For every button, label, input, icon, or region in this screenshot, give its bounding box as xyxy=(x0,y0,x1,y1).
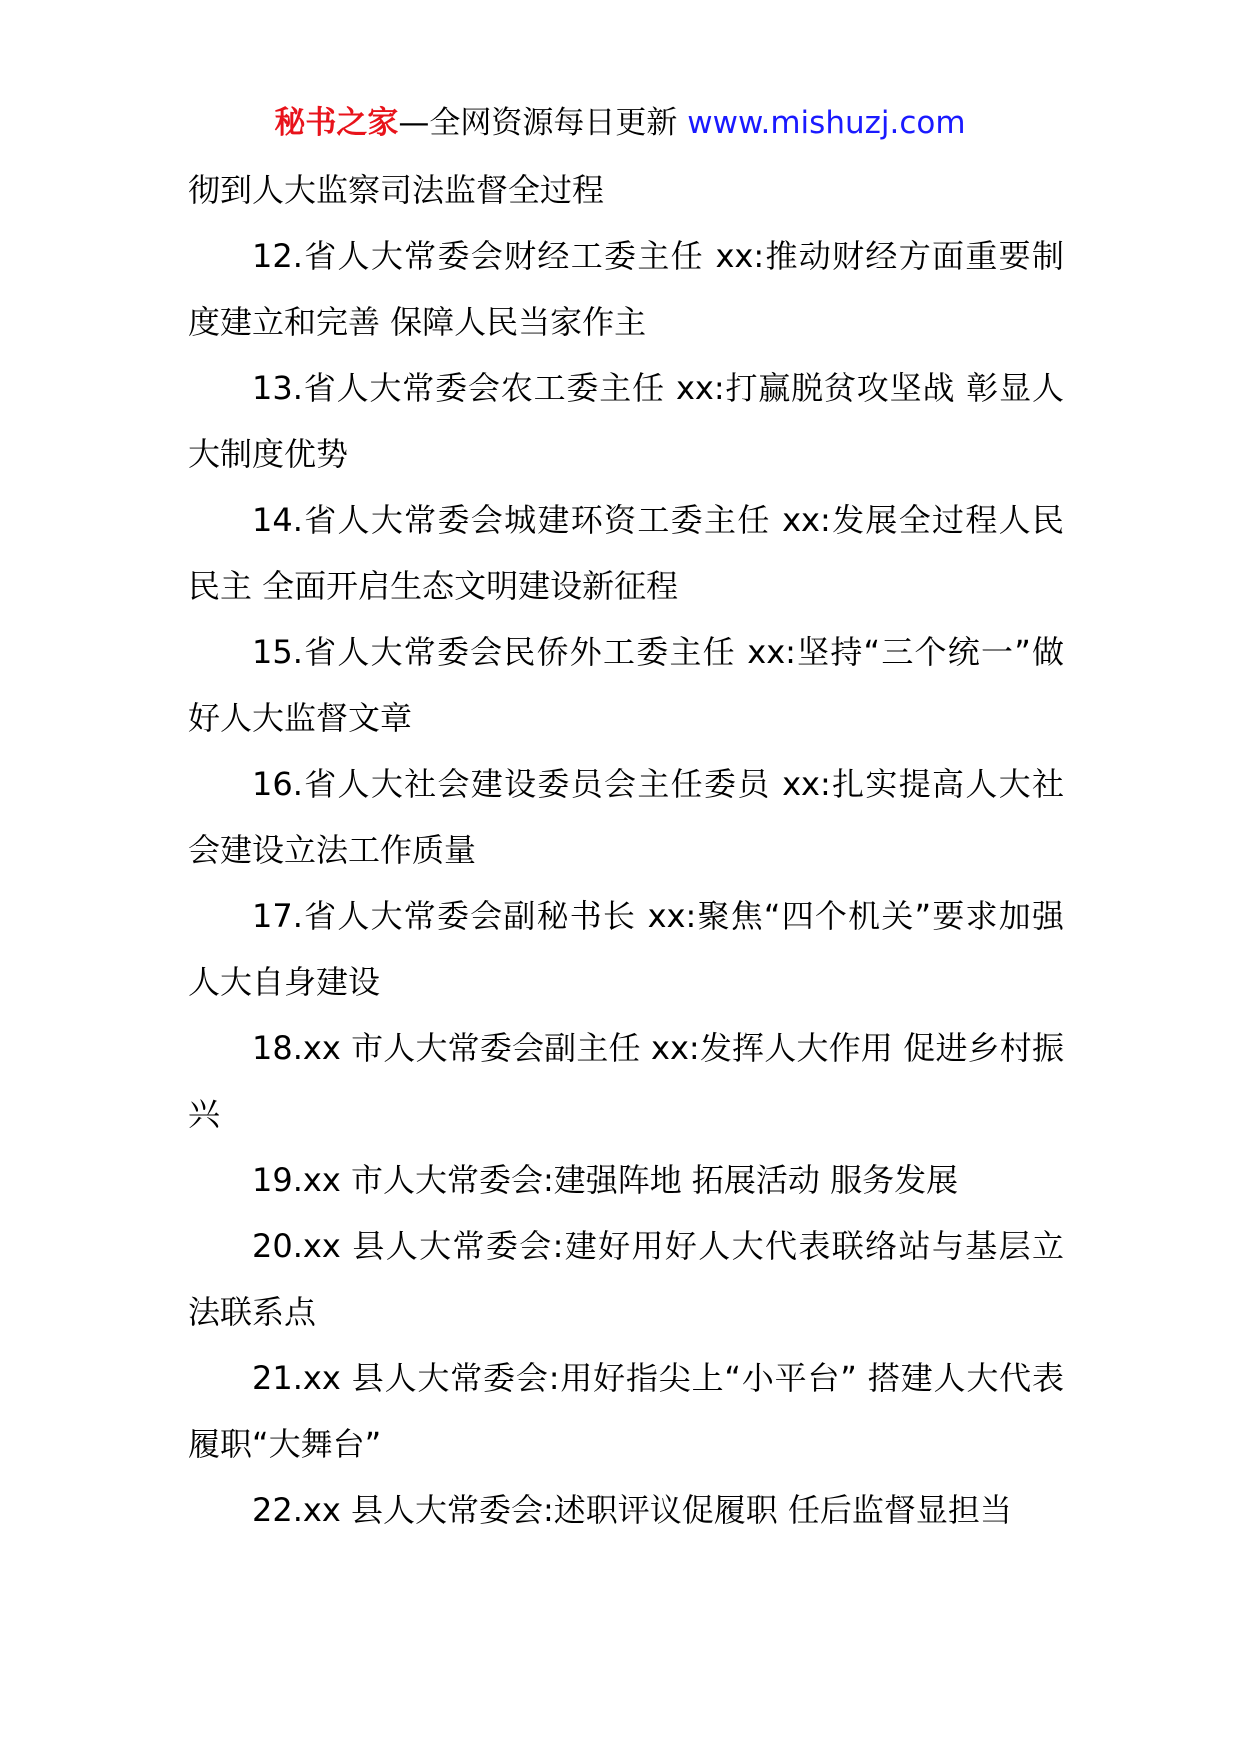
list-item-16: 16.省人大社会建设委员会主任委员 xx:扎实提高人大社会建设立法工作质量 xyxy=(188,765,1064,869)
list-item-13: 13.省人大常委会农工委主任 xx:打赢脱贫攻坚战 彰显人大制度优势 xyxy=(188,369,1064,473)
list-item-22: 22.xx 县人大常委会:述职评议促履职 任后监督显担当 xyxy=(252,1491,1012,1529)
continuation-text: 彻到人大监察司法监督全过程 xyxy=(188,171,605,209)
list-item-18: 18.xx 市人大常委会副主任 xx:发挥人大作用 促进乡村振兴 xyxy=(188,1029,1064,1133)
brand-name: 秘书之家 xyxy=(274,105,399,141)
list-item-19: 19.xx 市人大常委会:建强阵地 拓展活动 服务发展 xyxy=(252,1161,959,1199)
header-tagline: —全网资源每日更新 xyxy=(398,105,688,141)
list-item-15: 15.省人大常委会民侨外工委主任 xx:坚持“三个统一”做好人大监督文章 xyxy=(188,633,1064,737)
document-body xyxy=(188,157,1064,1543)
site-url: www.mishuzj.com xyxy=(687,105,966,141)
list-item-20: 20.xx 县人大常委会:建好用好人大代表联络站与基层立法联系点 xyxy=(188,1227,1064,1331)
list-item-21: 21.xx 县人大常委会:用好指尖上“小平台” 搭建人大代表履职“大舞台” xyxy=(188,1359,1064,1463)
list-item-12: 12.省人大常委会财经工委主任 xx:推动财经方面重要制度建立和完善 保障人民当家作主 xyxy=(188,237,1064,341)
page-header xyxy=(0,103,1240,143)
list-item-14: 14.省人大常委会城建环资工委主任 xx:发展全过程人民民主 全面开启生态文明建设新征程 xyxy=(188,501,1064,605)
list-item-17: 17.省人大常委会副秘书长 xx:聚焦“四个机关”要求加强人大自身建设 xyxy=(188,897,1064,1001)
